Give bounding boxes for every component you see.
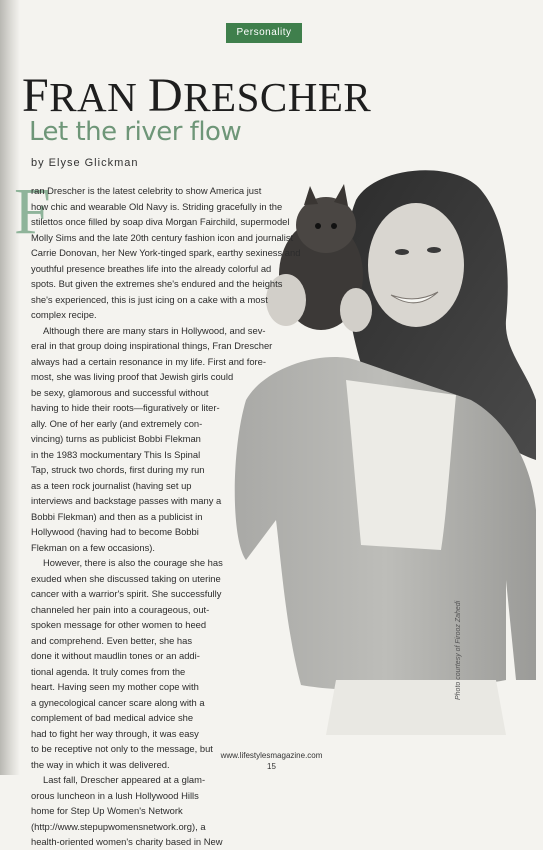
body-line: be sexy, glamorous and successful without bbox=[31, 386, 209, 398]
section-tag: Personality bbox=[226, 23, 302, 43]
body-line: heart. Having seen my mother cope with bbox=[31, 681, 199, 692]
page-number: 15 bbox=[267, 762, 276, 771]
byline: by Elyse Glickman bbox=[31, 157, 139, 169]
body-line: youthful presence breathes life into the already colorful ad bbox=[31, 262, 272, 274]
drop-cap: F bbox=[14, 175, 51, 248]
body-line: Although there are many stars in Hollywood, and sev- bbox=[43, 324, 266, 336]
article-title: FRAN DRESCHER bbox=[22, 69, 372, 122]
body-line: orous luncheon in a lush Hollywood Hills bbox=[31, 789, 199, 801]
body-line: exuded when she discussed taking on uterine bbox=[31, 572, 221, 584]
body-line: eral in that group doing inspirational things, Fran Drescher bbox=[31, 340, 273, 351]
body-line: and comprehend. Even better, she has bbox=[31, 634, 193, 646]
article-body bbox=[31, 183, 343, 850]
page-spine-shadow bbox=[0, 0, 20, 775]
photo-credit: Photo courtesy of Firooz Zahedi bbox=[455, 600, 462, 700]
body-line: ran Drescher is the latest celebrity to show America just bbox=[31, 185, 262, 196]
body-line: tional agenda. It truly comes from the bbox=[31, 665, 186, 677]
body-line: a gynecological cancer scare along with a bbox=[31, 696, 205, 708]
body-line: most, she was living proof that Jewish girls could bbox=[31, 371, 234, 382]
body-line: Carrie Donovan, her New York-tinged spark, earthy sexiness and bbox=[31, 247, 301, 258]
body-line: Flekman on a few occasions). bbox=[31, 541, 156, 553]
body-line: spoken message for other women to heed bbox=[31, 619, 207, 630]
body-line: having to hide their roots—figuratively or liter- bbox=[31, 402, 220, 413]
body-line: channeled her pain into a courageous, out- bbox=[31, 603, 210, 615]
body-line: Last fall, Drescher appeared at a glam- bbox=[43, 774, 206, 785]
body-line: Hollywood (having had to become Bobbi bbox=[31, 526, 199, 537]
body-line: health-oriented women's charity based in New bbox=[31, 836, 223, 847]
body-line: vincing) turns as publicist Bobbi Flekman bbox=[31, 433, 201, 444]
face-shape bbox=[368, 203, 464, 327]
body-line: Bobbi Flekman) and then as a publicist in bbox=[31, 510, 203, 522]
body-line: the way in which it was delivered. bbox=[31, 758, 170, 770]
body-line: complex recipe. bbox=[31, 309, 97, 320]
body-line: had to fight her way through, it was easy bbox=[31, 727, 199, 739]
body-line: how chic and wearable Old Navy is. Striding gracefully in the bbox=[31, 200, 283, 212]
undershirt-shape bbox=[346, 380, 456, 550]
body-line: spots. But given the extremes she's endured and the heights bbox=[31, 278, 283, 289]
pants-shape bbox=[326, 680, 506, 735]
body-line: she's experienced, this is just icing on a cake with a most bbox=[31, 293, 268, 305]
body-line: in the 1983 mockumentary This Is Spinal bbox=[31, 448, 201, 460]
body-line: home for Step Up Women's Network bbox=[31, 805, 183, 816]
body-line: cancer with a warrior's spirit. She successfully bbox=[31, 588, 222, 599]
body-line: Tap, struck two chords, first during my run bbox=[31, 464, 205, 475]
body-line: ally. One of her early (and extremely con- bbox=[31, 417, 203, 429]
body-line: However, there is also the courage she has bbox=[43, 557, 223, 568]
body-line: done it without maudlin tones or an addi- bbox=[31, 650, 200, 661]
body-line: (http://www.stepupwomensnetwork.org), a bbox=[31, 820, 206, 832]
body-line: interviews and backstage passes with many a bbox=[31, 495, 222, 506]
body-line: stilettos once filled by soap diva Morgan Fairchild, supermodel bbox=[31, 216, 290, 227]
body-line: to be receptive not only to the message, but bbox=[31, 743, 213, 754]
body-line: always had a certain resonance in my life. First and fore- bbox=[31, 355, 267, 367]
body-line: complement of bad medical advice she bbox=[31, 712, 194, 723]
footer-url: www.lifestylesmagazine.com bbox=[220, 751, 323, 760]
article-subtitle: Let the river flow bbox=[29, 117, 242, 147]
body-line: as a teen rock journalist (having set up bbox=[31, 479, 192, 491]
body-line: Molly Sims and the late 20th century fashion icon and journalist bbox=[31, 231, 294, 243]
